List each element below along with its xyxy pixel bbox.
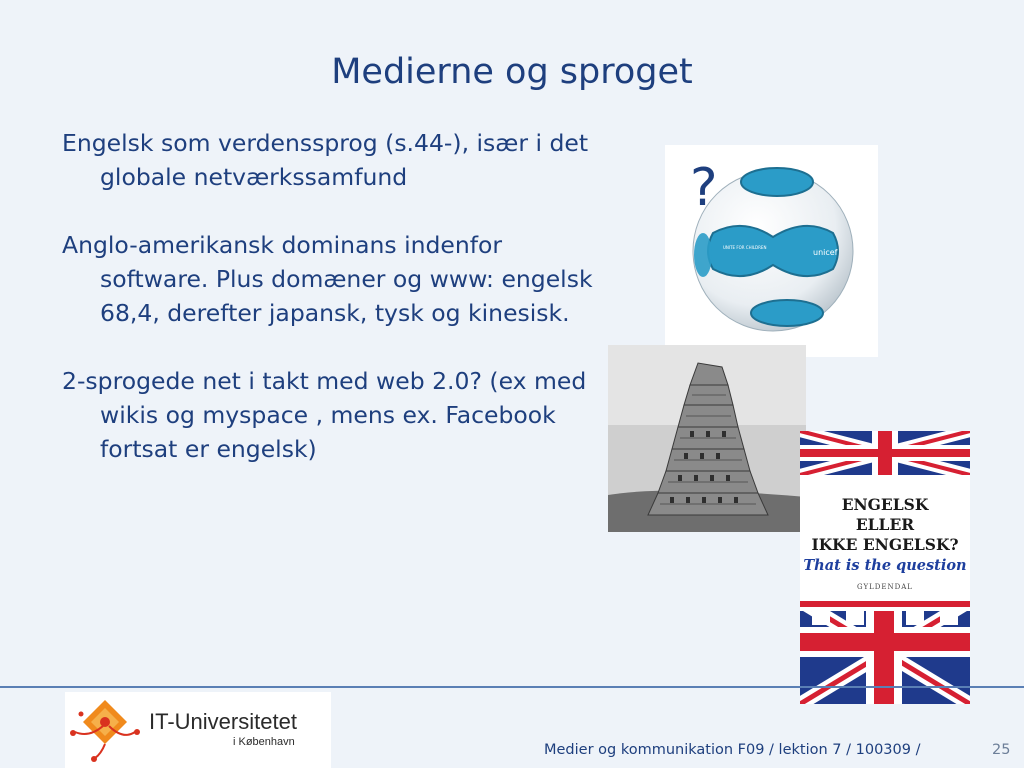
bullet-list — [62, 126, 610, 500]
book-subtitle: That is the question — [803, 557, 967, 574]
bullet-text: Anglo-amerikansk dominans indenfor software. Plus domæner og www: engelsk 68,4, derefter japansk, tysk og kinesisk. — [62, 231, 593, 327]
book-publisher: GYLDENDAL — [857, 583, 913, 591]
union-jack-top-icon — [800, 431, 970, 475]
book-cover-image — [800, 431, 970, 704]
itu-logo-icon — [65, 692, 149, 768]
bullet-text: 2-sprogede net i takt med web 2.0? (ex med wikis og myspace , mens ex. Facebook fortsat er engelsk) — [62, 367, 587, 463]
university-logo — [65, 692, 331, 768]
book-title-line: IKKE ENGELSK? — [811, 535, 959, 554]
tower-of-babel-image — [608, 345, 806, 532]
footer-divider — [0, 686, 1024, 688]
tower-icon — [608, 345, 806, 532]
book-title-block — [800, 495, 970, 591]
slide-title: Medierne og sproget — [331, 52, 693, 92]
union-jack-bottom-icon — [800, 601, 970, 704]
page-number: 25 — [992, 742, 1011, 758]
bullet-item — [62, 126, 610, 194]
book-title-line: ENGELSK — [841, 495, 929, 514]
bullet-item — [62, 364, 610, 466]
footer-course-text: Medier og kommunikation F09 / lektion 7 / 100309 / — [544, 742, 921, 758]
ball-patch-text: UNITE FOR CHILDREN — [723, 245, 767, 250]
logo-city: i København — [233, 736, 295, 748]
book-title-line: ELLER — [855, 515, 915, 534]
bullet-item — [62, 228, 610, 330]
ball-logo-text: unicef — [813, 248, 838, 257]
bullet-text: Engelsk som verdenssprog (s.44-), især i det globale netværkssamfund — [62, 129, 589, 191]
question-mark: ? — [690, 158, 718, 218]
logo-name: IT-Universitetet — [149, 709, 297, 734]
